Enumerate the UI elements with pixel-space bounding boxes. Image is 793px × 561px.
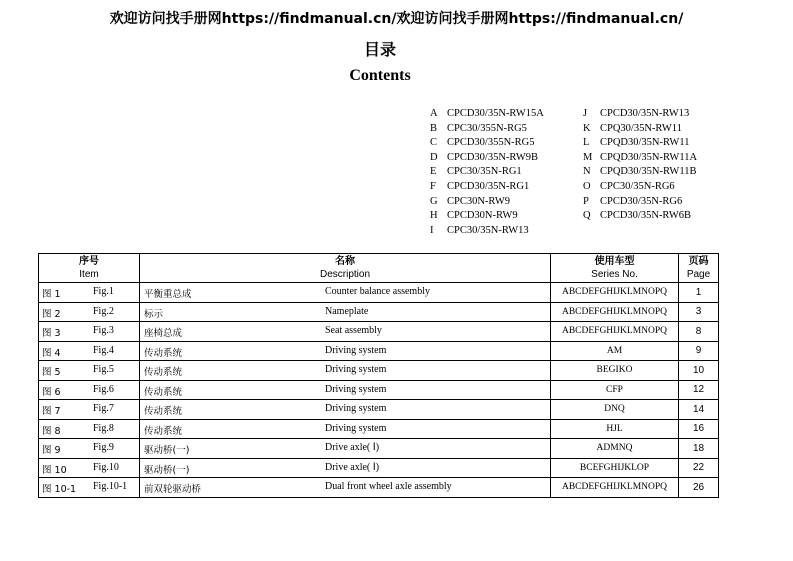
description-en: Driving system <box>325 383 387 395</box>
item-cn: 图 8 <box>42 425 61 437</box>
item-cn: 图 9 <box>42 445 61 456</box>
series-letter: G <box>430 195 438 207</box>
item-cn: 图 10 <box>42 464 67 476</box>
description-cn: 标示 <box>144 308 164 320</box>
description-en: Counter balance assembly <box>325 286 430 297</box>
series-cell: ABCDEFGHIJKLMNOPQ <box>551 283 679 303</box>
description-cn: 传动系统 <box>144 425 183 437</box>
item-en: Fig.3 <box>93 325 114 336</box>
header-description-cn: 名称 <box>335 256 355 267</box>
description-cn: 驱动桥(一) <box>144 445 190 456</box>
series-letter: Q <box>583 210 591 222</box>
series-cell: CFP <box>551 380 679 400</box>
item-en: Fig.5 <box>93 364 114 375</box>
item-en: Fig.10 <box>93 461 119 473</box>
item-cn: 图 4 <box>42 347 61 359</box>
description-cn: 传动系统 <box>144 367 183 378</box>
series-letter: F <box>430 180 436 192</box>
table-row <box>39 478 719 498</box>
description-cell <box>140 419 551 439</box>
item-cell <box>39 458 140 478</box>
description-cell <box>140 380 551 400</box>
description-cn: 前双轮驱动桥 <box>144 484 202 495</box>
series-entry <box>583 165 697 180</box>
table-row <box>39 341 719 361</box>
item-cell <box>39 400 140 420</box>
item-cn: 图 10-1 <box>42 484 77 495</box>
item-en: Fig.8 <box>93 422 114 434</box>
item-en: Fig.4 <box>93 344 114 356</box>
description-en: Seat assembly <box>325 325 382 336</box>
item-en: Fig.7 <box>93 403 114 414</box>
series-model: CPCD30N-RW9 <box>447 210 518 222</box>
description-en: Driving system <box>325 403 387 414</box>
series-model: CPCD30/35N-RW6B <box>600 210 692 222</box>
description-cell <box>140 458 551 478</box>
page-cell: 18 <box>679 439 719 459</box>
item-cell <box>39 419 140 439</box>
series-legend-left <box>430 107 544 238</box>
series-letter: H <box>430 210 438 222</box>
item-en: Fig.10-1 <box>93 481 128 492</box>
description-en: Dual front wheel axle assembly <box>325 481 452 492</box>
series-model: CPCD30/35N-RW13 <box>600 108 690 119</box>
table-row <box>39 322 719 342</box>
header-series <box>551 254 679 283</box>
description-cn: 座椅总成 <box>144 328 183 339</box>
description-en: Drive axle( Ⅰ) <box>325 442 380 453</box>
page-cell: 1 <box>679 283 719 303</box>
header-page <box>679 254 719 283</box>
series-entry <box>430 107 544 122</box>
description-cell <box>140 400 551 420</box>
header-series-cn: 使用车型 <box>594 256 635 267</box>
description-cell <box>140 283 551 303</box>
item-cell <box>39 380 140 400</box>
page-cell: 10 <box>679 361 719 381</box>
series-letter: E <box>430 166 437 178</box>
header-item-en: Item <box>79 269 99 280</box>
series-model: CPC30/35N-RW13 <box>447 224 529 236</box>
description-cell <box>140 341 551 361</box>
series-model: CPC30/35N-RG6 <box>600 180 675 192</box>
series-entry <box>583 136 697 151</box>
description-cell <box>140 322 551 342</box>
page-title-cn: 目录 <box>363 40 396 59</box>
item-en: Fig.9 <box>93 442 114 453</box>
series-letter: K <box>583 122 591 134</box>
series-letter: I <box>430 224 434 236</box>
series-entry <box>430 136 544 151</box>
page-cell: 22 <box>679 458 719 478</box>
series-entry <box>430 224 544 239</box>
item-cell <box>39 341 140 361</box>
contents-table <box>38 253 719 498</box>
table-row <box>39 458 719 478</box>
item-cn: 图 1 <box>42 289 61 300</box>
series-model: CPC30/355N-RG5 <box>447 122 527 134</box>
description-cell <box>140 361 551 381</box>
series-model: CPQD30/35N-RW11B <box>600 166 697 178</box>
description-cell <box>140 302 551 322</box>
item-cn: 图 5 <box>42 367 61 378</box>
watermark-banner: 欢迎访问找手册网https://findmanual.cn/欢迎访问找手册网https://findmanual.cn/ <box>109 11 684 27</box>
header-page-en: Page <box>686 269 711 280</box>
item-cell <box>39 283 140 303</box>
page-cell: 26 <box>679 478 719 498</box>
series-entry <box>583 107 697 122</box>
item-cell <box>39 361 140 381</box>
item-cn: 图 7 <box>42 406 61 417</box>
series-entry <box>583 180 697 195</box>
series-entry <box>583 209 697 224</box>
series-letter: D <box>430 151 438 163</box>
description-cell <box>140 439 551 459</box>
series-letter: O <box>583 180 591 192</box>
series-model: CPCD30/35N-RG1 <box>447 180 530 192</box>
series-model: CPCD30/35N-RW9B <box>447 151 539 163</box>
item-en: Fig.1 <box>93 286 114 297</box>
item-en: Fig.2 <box>93 305 114 317</box>
series-model: CPQD30/35N-RW11 <box>600 137 690 149</box>
header-item-cn: 序号 <box>79 256 99 267</box>
series-model: CPCD30/35N-RW15A <box>447 108 544 119</box>
description-cn: 传动系统 <box>144 347 183 359</box>
series-cell: BEGIKO <box>551 361 679 381</box>
series-entry <box>430 151 544 166</box>
series-letter: N <box>583 166 591 178</box>
description-en: Nameplate <box>325 305 369 317</box>
header-series-en: Series No. <box>591 269 638 280</box>
description-cn: 传动系统 <box>144 406 183 417</box>
table-header-row <box>39 254 719 283</box>
series-model: CPC30/35N-RG1 <box>447 166 522 178</box>
table-row <box>39 302 719 322</box>
table-row <box>39 380 719 400</box>
series-entry <box>430 122 544 137</box>
series-letter: P <box>583 195 589 207</box>
description-cn: 驱动桥(一) <box>144 464 190 476</box>
series-entry <box>583 151 697 166</box>
series-letter: J <box>583 108 588 119</box>
table-row <box>39 283 719 303</box>
item-cell <box>39 322 140 342</box>
item-cn: 图 2 <box>42 308 61 320</box>
series-cell: BCEFGHIJKLOP <box>551 458 679 478</box>
header-description <box>140 254 551 283</box>
series-model: CPCD30/35N-RG6 <box>600 195 683 207</box>
series-cell: ADMNQ <box>551 439 679 459</box>
series-letter: C <box>430 137 438 149</box>
description-en: Drive axle( Ⅰ) <box>325 461 380 473</box>
table-row <box>39 361 719 381</box>
series-entry <box>583 122 697 137</box>
series-entry <box>430 180 544 195</box>
series-model: CPQD30/35N-RW11A <box>600 151 698 163</box>
series-cell: DNQ <box>551 400 679 420</box>
header-item <box>39 254 140 283</box>
item-en: Fig.6 <box>93 383 114 395</box>
item-cell <box>39 478 140 498</box>
series-entry <box>430 195 544 210</box>
table-row <box>39 419 719 439</box>
header-page-cn: 页码 <box>688 256 709 267</box>
description-en: Driving system <box>325 344 387 356</box>
item-cn: 图 3 <box>42 328 61 339</box>
series-entry <box>430 209 544 224</box>
description-en: Driving system <box>325 422 387 434</box>
page-cell: 8 <box>679 322 719 342</box>
item-cell <box>39 439 140 459</box>
series-letter: B <box>430 122 438 134</box>
table-row <box>39 439 719 459</box>
series-letter: A <box>430 108 438 119</box>
page-cell: 3 <box>679 302 719 322</box>
series-model: CPQ30/35N-RW11 <box>600 122 682 134</box>
page-cell: 14 <box>679 400 719 420</box>
series-letter: L <box>583 137 590 149</box>
table-row <box>39 400 719 420</box>
page-cell: 16 <box>679 419 719 439</box>
series-letter: M <box>583 151 593 163</box>
series-legend-right <box>583 107 697 224</box>
series-cell: ABCDEFGHIJKLMNOPQ <box>551 322 679 342</box>
page-title-en: Contents <box>349 67 411 84</box>
series-model: CPCD30/355N-RG5 <box>447 137 535 149</box>
description-cn: 平衡重总成 <box>144 289 192 300</box>
item-cn: 图 6 <box>42 386 61 398</box>
series-cell: HJL <box>551 419 679 439</box>
series-entry <box>430 165 544 180</box>
page-cell: 12 <box>679 380 719 400</box>
series-model: CPC30N-RW9 <box>447 195 511 207</box>
item-cell <box>39 302 140 322</box>
series-cell: ABCDEFGHIJKLMNOPQ <box>551 302 679 322</box>
description-cell <box>140 478 551 498</box>
page-cell: 9 <box>679 341 719 361</box>
series-entry <box>583 195 697 210</box>
description-cn: 传动系统 <box>144 386 183 398</box>
header-description-en: Description <box>319 269 371 280</box>
series-cell: ABCDEFGHIJKLMNOPQ <box>551 478 679 498</box>
description-en: Driving system <box>325 364 387 375</box>
series-cell: AM <box>551 341 679 361</box>
